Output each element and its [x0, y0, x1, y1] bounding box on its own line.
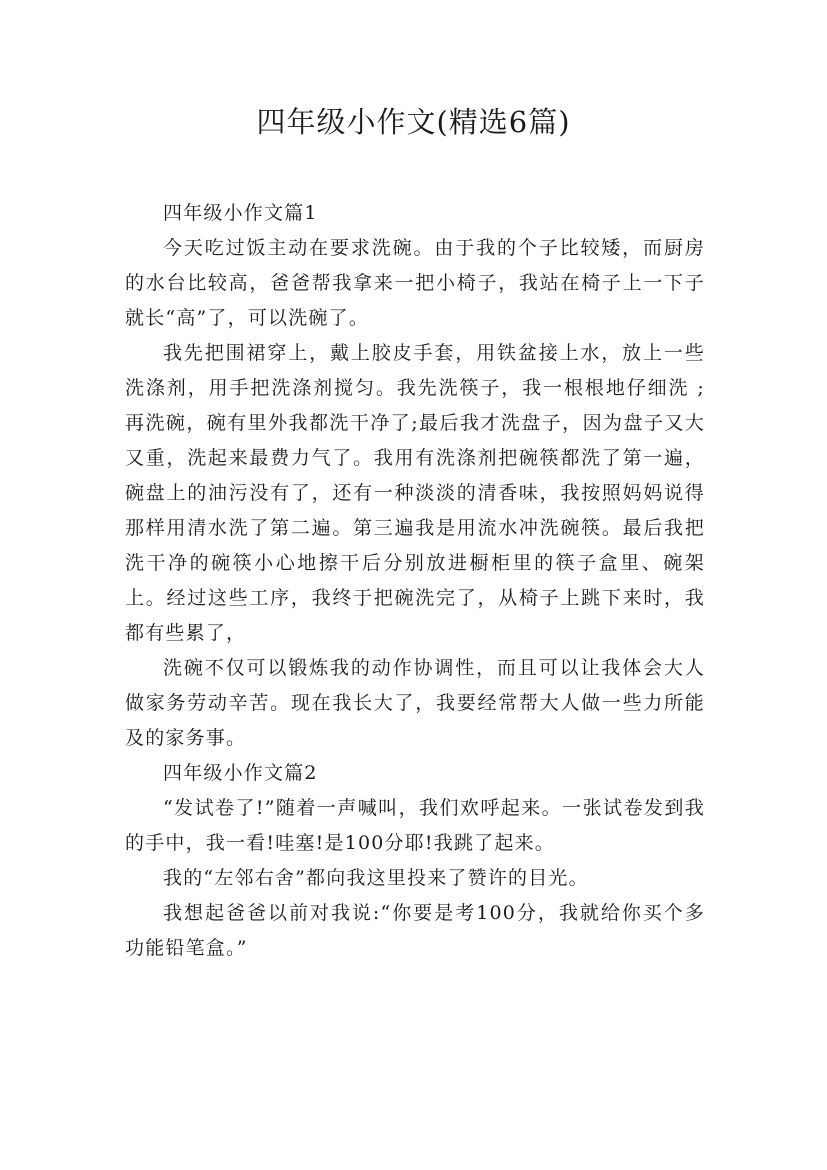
- document-title: 四年级小作文(精选6篇): [256, 105, 571, 139]
- paragraph: “发试卷了!”随着一声喊叫，我们欢呼起来。一张试卷发到我的手中，我一看!哇塞!是100分耶!我跳了起来。: [125, 797, 705, 854]
- paragraph: 我的“左邻右舍”都向我这里投来了赞许的目光。: [163, 867, 589, 889]
- paragraph: 我想起爸爸以前对我说:“你要是考100分，我就给你买个多功能铅笔盒。”: [125, 902, 705, 959]
- paragraph: 今天吃过饭主动在要求洗碗。由于我的个子比较矮，而厨房的水台比较高，爸爸帮我拿来一把小椅子，我站在椅子上一下子就长“高”了，可以洗碗了。: [125, 237, 705, 329]
- section-heading-2: 四年级小作文篇2: [163, 762, 318, 784]
- document-body: [125, 196, 705, 966]
- paragraph: 洗碗不仅可以锻炼我的动作协调性，而且可以让我体会大人做家务劳动辛苦。现在我长大了，我要经常帮大人做一些力所能及的家务事。: [125, 657, 705, 749]
- section-heading-1: 四年级小作文篇1: [163, 202, 318, 224]
- paragraph: 我先把围裙穿上，戴上胶皮手套，用铁盆接上水，放上一些洗涤剂，用手把洗涤剂搅匀。我先洗筷子，我一根根地仔细洗 ;再洗碗，碗有里外我都洗干净了;最后我才洗盘子，因为盘子又大又重，洗起来最费力气了。我用有洗涤剂把碗筷都洗了第一遍，碗盘上的油污没有了，还有一种淡淡的清香味，我按照妈妈说得那样用清水洗了第二遍。第三遍我是用流水冲洗碗筷。最后我把洗干净的碗筷小心地擦干后分别放进橱柜里的筷子盒里、碗架上。经过这些工序，我终于把碗洗完了，从椅子上跳下来时，我都有些累了，: [125, 342, 705, 644]
